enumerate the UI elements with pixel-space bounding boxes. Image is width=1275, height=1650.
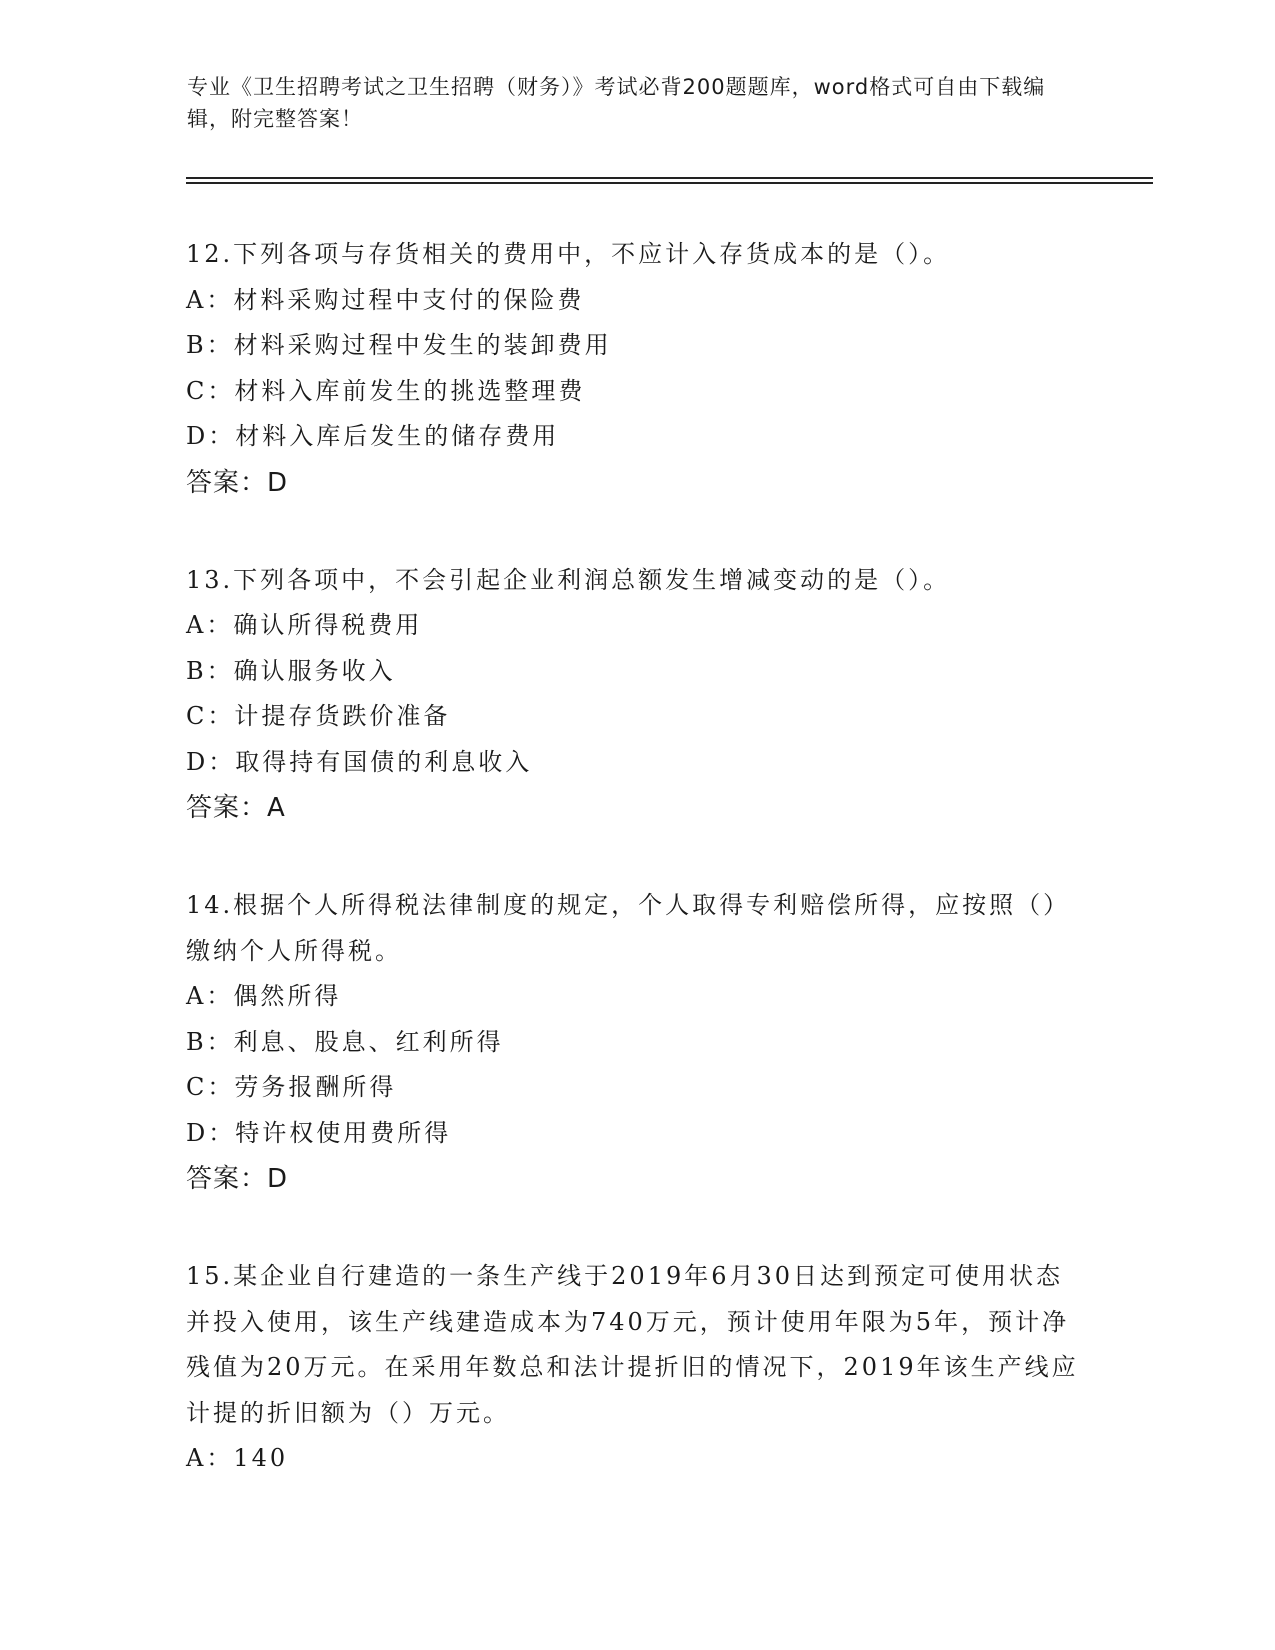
option-d: D：材料入库后发生的储存费用 — [186, 422, 560, 450]
option-a: A：确认所得税费用 — [186, 611, 423, 639]
question-stem: 15.某企业自行建造的一条生产线于2019年6月30日达到预定可使用状态并投入使用，该生产线建造成本为740万元，预计使用年限为5年，预计净残值为20万元。在采用年数总和法计提折旧的情况下，2019年该生产线应计提的折旧额为（）万元。 — [186, 1262, 1079, 1427]
answer: 答案：A — [186, 793, 286, 823]
question-stem: 14.根据个人所得税法律制度的规定，个人取得专利赔偿所得，应按照（）缴纳个人所得税。 — [186, 891, 1071, 965]
question-stem: 13.下列各项中，不会引起企业利润总额发生增减变动的是（）。 — [186, 565, 951, 594]
option-a: A：材料采购过程中支付的保险费 — [186, 285, 585, 314]
answer: 答案：D — [186, 467, 289, 498]
option-b: B：确认服务收入 — [186, 656, 396, 685]
option-a: A：偶然所得 — [186, 982, 342, 1010]
option-c: C：劳务报酬所得 — [186, 1073, 397, 1101]
question-14 — [186, 883, 1086, 1202]
option-d: D：取得持有国债的利息收入 — [186, 747, 533, 776]
question-list — [186, 232, 1086, 1534]
header-divider-top — [186, 177, 1153, 179]
question-13 — [186, 558, 1086, 832]
option-b: B：利息、股息、红利所得 — [186, 1027, 504, 1056]
option-b: B：材料采购过程中发生的装卸费用 — [186, 331, 612, 359]
question-12 — [186, 232, 1086, 506]
question-stem: 12.下列各项与存货相关的费用中，不应计入存货成本的是（）。 — [186, 240, 951, 268]
answer: 答案：D — [186, 1164, 289, 1194]
question-15 — [186, 1254, 1086, 1482]
option-a: A：140 — [186, 1444, 289, 1472]
document-header: 专业《卫生招聘考试之卫生招聘（财务）》考试必背200题题库，word格式可自由下载编辑，附完整答案！ — [187, 75, 1046, 131]
option-d: D：特许权使用费所得 — [186, 1118, 452, 1147]
option-c: C：材料入库前发生的挑选整理费 — [186, 376, 586, 405]
option-c: C：计提存货跌价准备 — [186, 702, 451, 730]
header-divider-bottom — [186, 182, 1153, 184]
